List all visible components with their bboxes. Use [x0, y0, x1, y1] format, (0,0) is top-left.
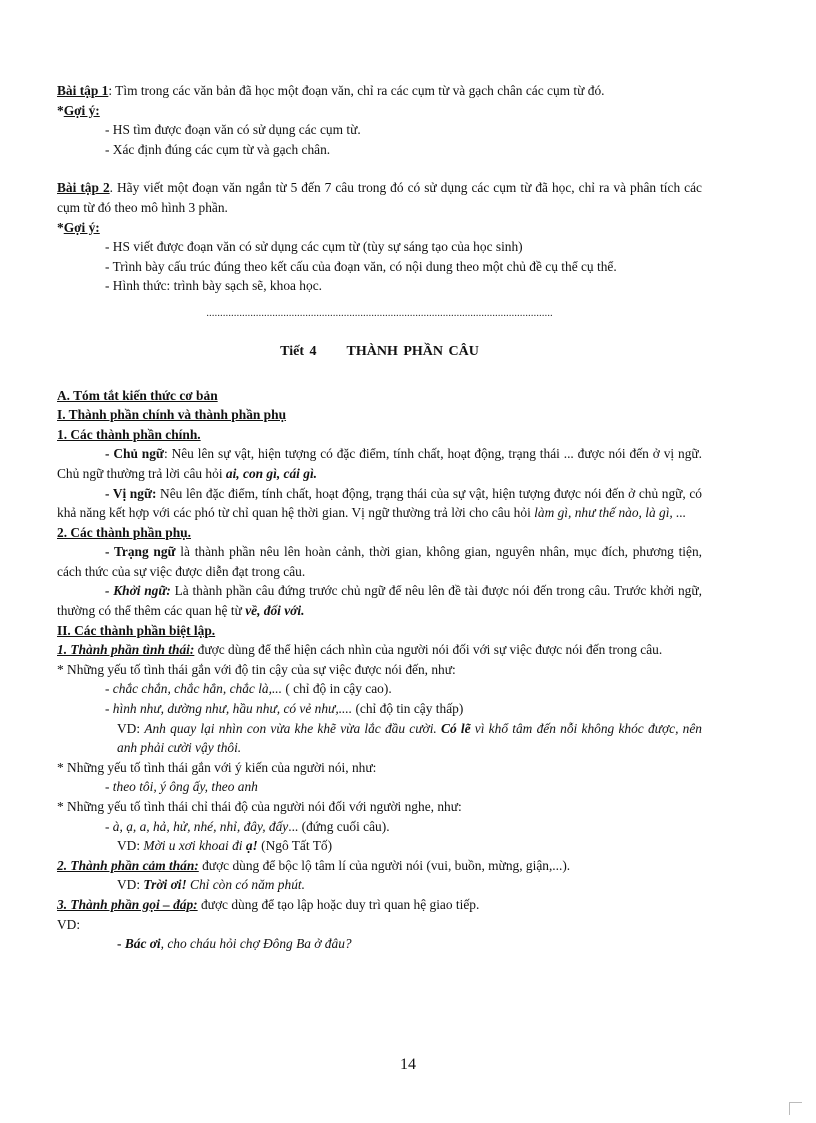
page-number: 14	[400, 1056, 416, 1073]
modal-note-1: * Những yếu tố tình thái gắn với độ tin cậy của sự việc được nói đến, như:	[57, 661, 456, 677]
exercise-2-text: . Hãy viết một đoạn văn ngắn từ 5 đến 7 câu trong đó có sử dụng các cụm từ đã học, chỉ ra và phân tích các cụm từ đó theo mô hình 3 phần.	[57, 180, 703, 215]
modal-example-3: - theo tôi, ý ông ấy, theo anh	[105, 779, 258, 795]
vocative-vd-label: VD:	[57, 916, 81, 932]
hint-star: *	[57, 102, 64, 118]
vd-sentence-c: vì khổ tâm đến nỗi không khóc được, nên anh phải cười vậy thôi.	[117, 720, 702, 756]
predicate-text: Nêu lên đặc điểm, tính chất, hoạt động, trạng thái của sự vật, hiện tượng được nói đến ở chủ ngữ, có khả năng kết hợp với các phó từ chỉ quan hệ thời gian. Vị ngữ thường trả lời cho câu hỏi	[57, 485, 702, 521]
vocative-sentence: , cho cháu hỏi chợ Đông Ba ở đâu?	[160, 936, 352, 952]
vd-highlight: Có lẽ	[441, 720, 471, 736]
predicate-definition	[57, 484, 702, 523]
vocative-label: 3. Thành phần gọi – đáp:	[57, 896, 198, 912]
exercise-2-item: - HS viết được đoạn văn có sử dụng các cụm từ (tùy sự sáng tạo của học sinh)	[105, 239, 523, 255]
modal-example-1-words: - chắc chắn, chắc hẳn, chắc là,...	[105, 681, 282, 697]
adverbial-text: là thành phần nêu lên hoàn cảnh, thời gian, không gian, nguyên nhân, mục đích, phương tiện, cách thức của sự việc được diễn đạt trong câu.	[57, 544, 703, 579]
subject-text: : Nêu lên sự vật, hiện tượng có đặc điểm, tính chất, hoạt động, trạng thái ... được nói đến ở vị ngữ. Chủ ngữ thường trả lời câu hỏi	[57, 446, 702, 481]
vd-label: VD:	[117, 877, 144, 893]
exercise-1-text: : Tìm trong các văn bản đã học một đoạn văn, chỉ ra các cụm từ và gạch chân các cụm từ đó.	[108, 83, 605, 98]
exclamation-label: 2. Thành phần cảm thán:	[57, 857, 199, 873]
exercise-2-item: - Trình bày cấu trúc đúng theo kết cấu của đoạn văn, có nội dung theo một chủ đề cụ thể cụ thể.	[105, 258, 617, 274]
section-a-heading: A. Tóm tắt kiến thức cơ bản	[57, 387, 218, 403]
topic-relations: về, đối với.	[245, 603, 305, 619]
subject-questions: ai, con gì, cái gì.	[225, 465, 318, 481]
vocative-highlight: Bác ơi	[124, 936, 161, 952]
vocative-component	[57, 895, 702, 915]
lesson-name: THÀNH PHẦN CÂU	[346, 343, 479, 359]
subject-definition	[57, 444, 702, 483]
exclamation-highlight: Trời ơi!	[143, 877, 187, 893]
exercise-2-label: Bài tập 2	[57, 180, 110, 196]
adverbial-label: - Trạng ngữ	[105, 544, 176, 560]
exercise-2	[57, 178, 702, 217]
modal-example-4-note: ... (đứng cuối câu).	[288, 818, 390, 834]
modal-text: được dùng để thể hiện cách nhìn của người nói đối với sự việc được nói đến trong câu.	[194, 642, 663, 658]
subject-label: - Chủ ngữ	[105, 446, 164, 462]
exercise-1-label: Bài tập 1	[57, 83, 109, 98]
modal-example-2	[57, 699, 702, 719]
vocative-example	[57, 934, 702, 954]
modal-example-4-words: - à, ạ, a, hả, hử, nhé, nhỉ, đây, đấy	[105, 818, 289, 834]
vd2-sentence: Mời u xơi khoai đi	[143, 838, 246, 854]
modal-example-1	[57, 679, 702, 699]
vd-label: VD:	[117, 720, 145, 736]
vocative-text: được dùng để tạo lập hoặc duy trì quan hệ giao tiếp.	[197, 896, 480, 912]
page-corner-mark	[789, 1102, 802, 1115]
vd-label: VD:	[117, 838, 144, 854]
lesson-number: Tiết 4	[280, 343, 317, 359]
topic-definition	[57, 581, 702, 620]
modal-note-3: * Những yếu tố tình thái chỉ thái độ của người nói đối với người nghe, như:	[57, 799, 462, 814]
vd2-author: (Ngô Tất Tố)	[257, 838, 333, 854]
exercise-2-hint	[57, 218, 702, 238]
adverbial-definition	[57, 542, 702, 581]
vocative-dash: -	[117, 936, 125, 952]
topic-text: Là thành phần câu đứng trước chủ ngữ để nêu lên đề tài được nói đến trong câu. Trước khởi ngữ, thường có thể thêm các quan hệ từ	[57, 583, 702, 619]
exclamation-sentence: Chỉ còn có năm phút.	[186, 877, 305, 893]
hint-label: Gợi ý:	[63, 102, 100, 118]
modal-example-2-note: (chỉ độ tin cậy thấp)	[352, 701, 464, 717]
predicate-label: - Vị ngữ	[105, 485, 152, 501]
hint-star: *	[57, 219, 64, 235]
modal-component	[57, 640, 702, 660]
predicate-colon: :	[151, 485, 161, 501]
modal-vd	[57, 719, 702, 758]
separator-line: ..............................................................................................................................	[206, 306, 553, 319]
modal-example-2-words: - hình như, dường như, hầu như, có vẻ như,....	[105, 701, 353, 717]
modal-vd-2	[57, 836, 702, 856]
vd-sentence-a: Anh quay lại nhìn con vừa khe khẽ vừa lắc đầu cười.	[144, 720, 442, 736]
lesson-title	[57, 342, 702, 362]
predicate-questions: làm gì, như thế nào, là gì, ...	[534, 505, 687, 521]
vd2-highlight: ạ!	[245, 838, 258, 854]
modal-example-4	[57, 817, 702, 837]
exercise-1-item: - Xác định đúng các cụm từ và gạch chân.	[105, 141, 331, 157]
section-2-heading: 2. Các thành phần phụ.	[57, 524, 191, 540]
exclamation-vd	[57, 875, 702, 895]
modal-note-2: * Những yếu tố tình thái gắn với ý kiến của người nói, như:	[57, 759, 377, 775]
section-1-heading: 1. Các thành phần chính.	[57, 426, 201, 442]
exercise-1-hint	[57, 101, 702, 121]
section-i-heading: I. Thành phần chính và thành phần phụ	[57, 407, 287, 423]
exercise-1	[57, 81, 702, 101]
modal-label: 1. Thành phần tình thái:	[57, 642, 195, 658]
modal-example-1-note: ( chỉ độ in cậy cao).	[282, 681, 392, 697]
exclamation-text: được dùng để bộc lộ tâm lí của người nói (vui, buồn, mừng, giận,...).	[198, 857, 571, 873]
exercise-1-item: - HS tìm được đoạn văn có sử dụng các cụm từ.	[105, 122, 361, 138]
section-ii-heading: II. Các thành phần biệt lập.	[57, 622, 216, 638]
exercise-2-item: - Hình thức: trình bày sạch sẽ, khoa học.	[105, 278, 322, 294]
exclamation-component	[57, 856, 702, 876]
hint-label: Gợi ý:	[63, 219, 100, 235]
topic-label: - Khởi ngữ:	[105, 583, 171, 599]
document-page	[57, 81, 702, 954]
